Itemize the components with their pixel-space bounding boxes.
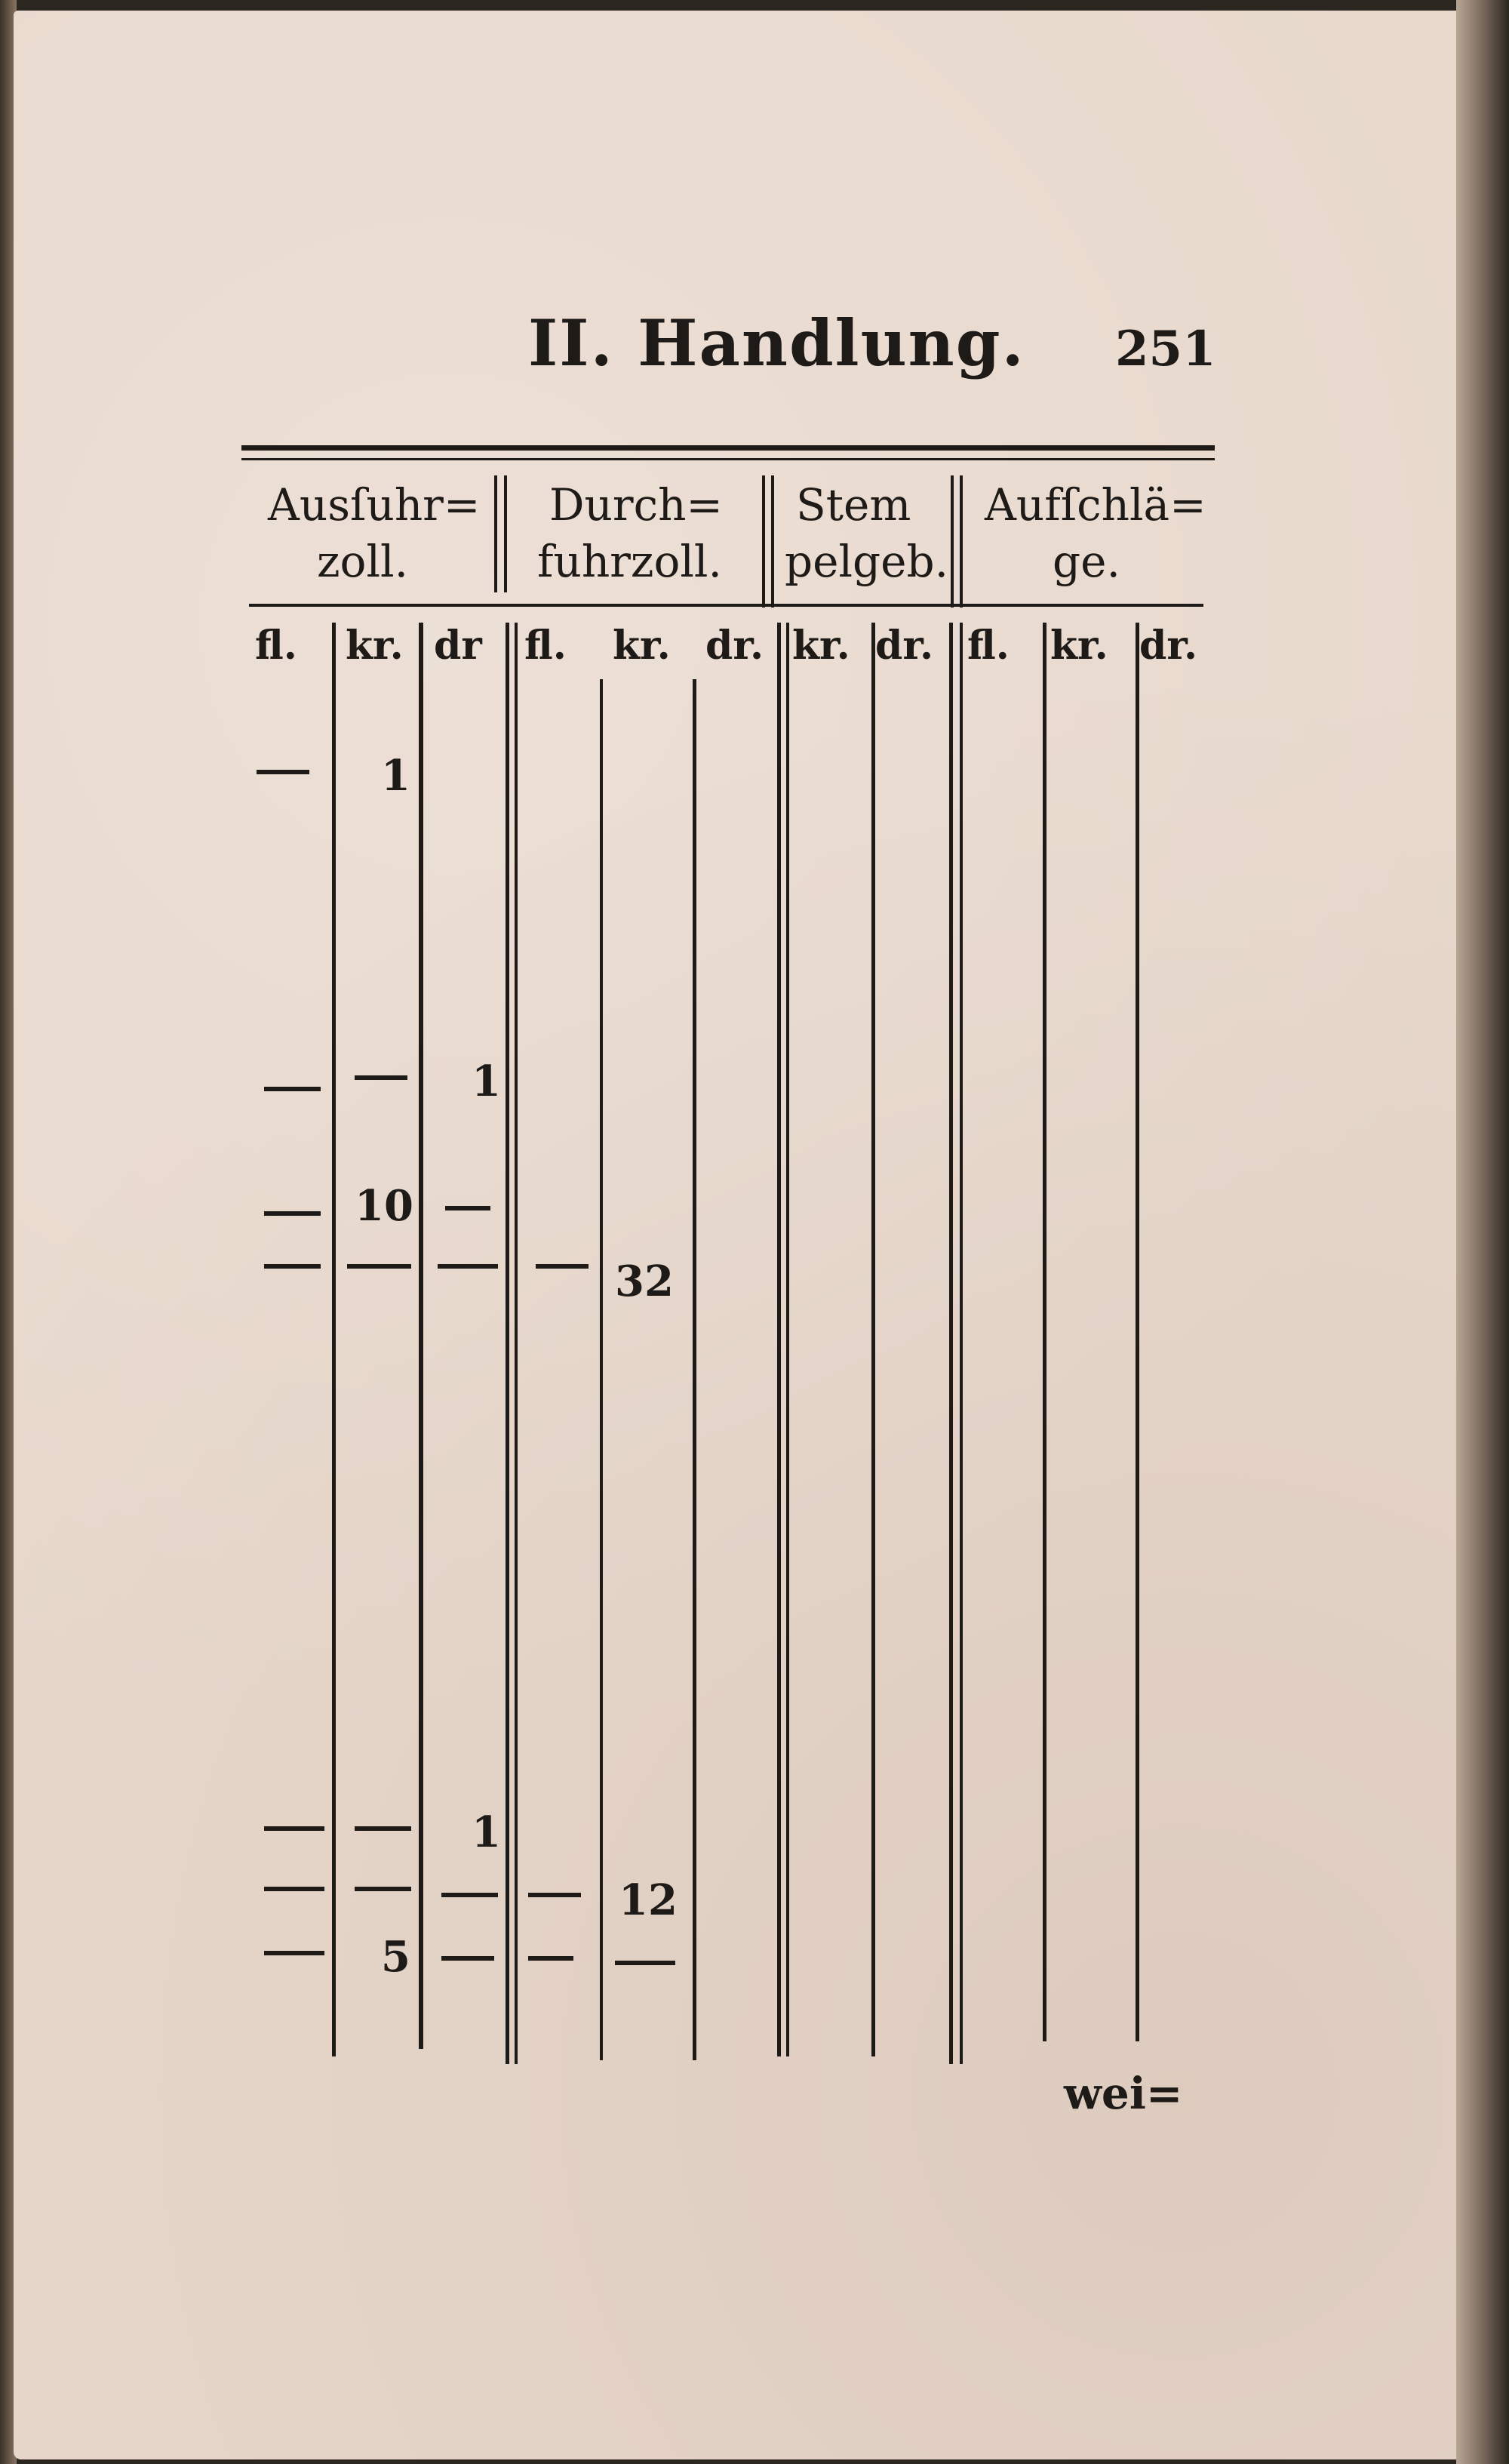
column-rule (949, 623, 953, 2064)
dash-mark (264, 1264, 321, 1269)
cell-value: 1 (472, 1807, 501, 1857)
header-divider (762, 475, 765, 608)
unit-label: dr. (705, 623, 764, 669)
header-divider (951, 475, 954, 608)
column-group-heading-surcharges-2: ge. (1053, 536, 1120, 587)
table-top-rule (241, 445, 1215, 451)
column-group-heading-transit-duty: Durch= (549, 479, 724, 531)
running-head-title: II. Handlung. (528, 306, 1025, 380)
column-rule (332, 623, 336, 2056)
column-rule (600, 679, 603, 2060)
header-bottom-rule (249, 604, 1203, 607)
dash-mark (257, 770, 309, 774)
unit-label: dr. (875, 623, 934, 669)
column-rule (786, 623, 789, 2056)
header-divider (504, 475, 507, 592)
column-rule (871, 623, 875, 2056)
dash-mark (441, 1893, 498, 1897)
dash-mark (264, 1951, 324, 1955)
cell-value: 5 (381, 1932, 410, 1982)
dash-mark (264, 1087, 321, 1091)
table-top-rule-thin (241, 458, 1215, 460)
column-rule (777, 623, 781, 2056)
unit-label: fl. (524, 623, 567, 669)
dash-mark (355, 1075, 407, 1080)
unit-label: dr (434, 623, 482, 669)
column-rule (419, 623, 423, 2049)
unit-label: fl. (967, 623, 1010, 669)
dash-mark (355, 1887, 411, 1891)
dash-mark (528, 1893, 581, 1897)
dash-mark (438, 1264, 498, 1269)
header-divider (960, 475, 963, 608)
unit-label: kr. (1050, 623, 1108, 669)
dash-mark (347, 1264, 411, 1269)
column-rule (515, 623, 518, 2064)
cell-value: 12 (619, 1875, 678, 1925)
dash-mark (445, 1206, 490, 1210)
column-group-heading-transit-duty-2: fuhrzoll. (537, 536, 722, 587)
dash-mark (355, 1826, 411, 1831)
cell-value: 32 (615, 1257, 674, 1306)
unit-label: fl. (255, 623, 297, 669)
column-rule (960, 623, 963, 2064)
column-group-heading-stamp-fee: Stem (796, 479, 911, 531)
column-rule (1043, 623, 1046, 2041)
cell-value: 1 (472, 1057, 501, 1106)
cell-value: 10 (355, 1181, 413, 1231)
column-group-heading-stamp-fee-2: pelgeb. (785, 536, 949, 587)
column-rule (1136, 623, 1139, 2041)
dash-mark (528, 1956, 573, 1961)
column-group-heading-export-duty-2: zoll. (317, 536, 409, 587)
page-number: 251 (1115, 321, 1216, 377)
catchword: wei= (1064, 2068, 1183, 2119)
book-spine (1456, 0, 1509, 2464)
unit-label: dr. (1139, 623, 1198, 669)
dash-mark (264, 1887, 324, 1891)
dash-mark (615, 1961, 675, 1965)
dash-mark (536, 1264, 589, 1269)
dash-mark (264, 1211, 321, 1216)
unit-label: kr. (792, 623, 850, 669)
cell-value: 1 (381, 751, 410, 801)
header-divider (494, 475, 497, 592)
header-divider (771, 475, 774, 608)
dash-mark (264, 1826, 324, 1831)
dash-mark (441, 1956, 494, 1961)
column-rule (506, 623, 509, 2064)
column-rule (693, 679, 696, 2060)
column-group-heading-surcharges: Aufſchlä= (985, 479, 1206, 531)
unit-label: kr. (346, 623, 404, 669)
column-group-heading-export-duty: Ausſuhr= (268, 479, 481, 531)
unit-label: kr. (613, 623, 671, 669)
